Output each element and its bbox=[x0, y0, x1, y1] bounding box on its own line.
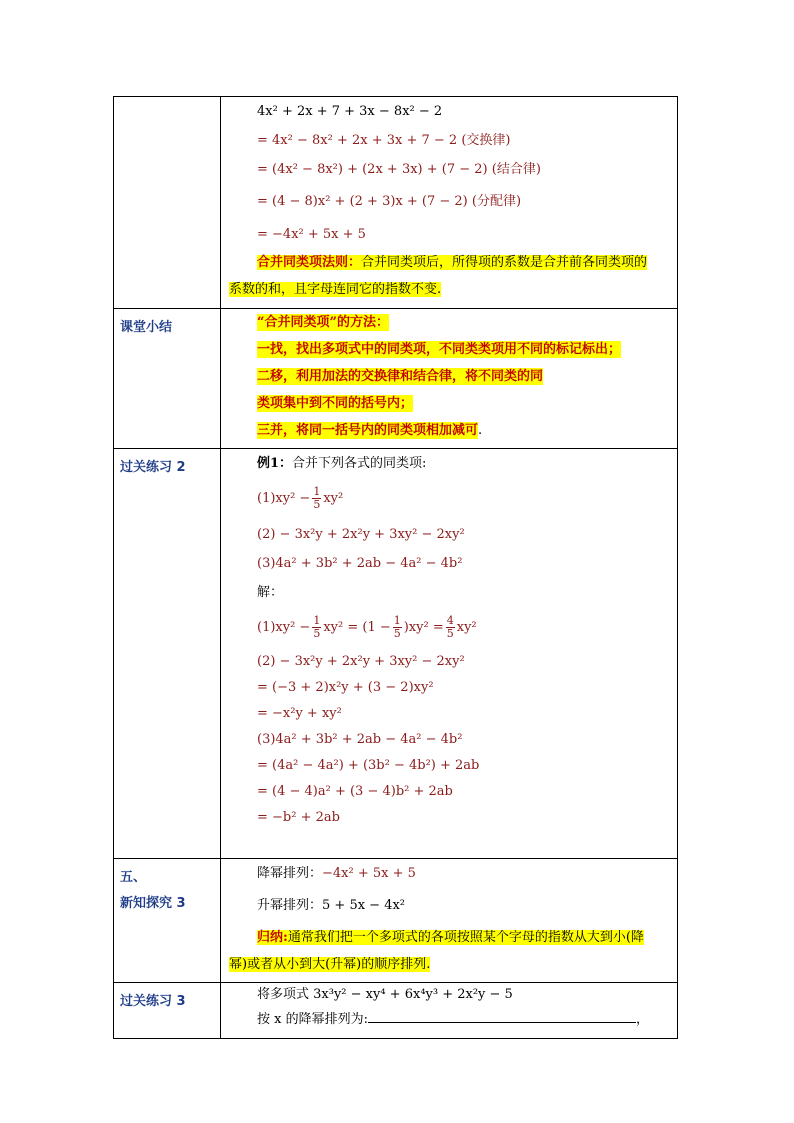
row-label-summary: 课堂小结 bbox=[114, 309, 221, 449]
row-body-summary bbox=[221, 309, 678, 449]
solution-label: 解： bbox=[257, 585, 284, 600]
question-3: (3)4a² + 3b² + 2ab − 4a² − 4b² bbox=[257, 556, 463, 571]
solution-3-step-2: = (4 − 4)a² + (3 − 4)b² + 2ab bbox=[257, 784, 453, 799]
solution-3-step-0: (3)4a² + 3b² + 2ab − 4a² − 4b² bbox=[257, 732, 463, 747]
derivation-step-2: = (4x² − 8x²) + (2x + 3x) + (7 − 2) (结合律) bbox=[257, 162, 541, 177]
answer-blank[interactable] bbox=[368, 1008, 636, 1023]
row-label-empty bbox=[114, 97, 221, 309]
solution-2-step-1: = (−3 + 2)x²y + (3 − 2)xy² bbox=[257, 680, 434, 695]
row-body-practice3 bbox=[221, 983, 678, 1039]
derivation-step-0: 4x² + 2x + 7 + 3x − 8x² − 2 bbox=[257, 104, 443, 119]
table-row-practice2 bbox=[114, 449, 678, 859]
row-label-practice3: 过关练习 3 bbox=[114, 983, 221, 1039]
summary-line-0: “合并同类项”的方法： bbox=[257, 315, 389, 330]
row-label-practice2: 过关练习 2 bbox=[114, 449, 221, 859]
solution-2-step-0: (2) − 3x²y + 2x²y + 3xy² − 2xy² bbox=[257, 654, 465, 669]
rule-text-1: 合并同类项后，所得项的系数是合并前各同类项的 bbox=[361, 255, 648, 270]
summary-line-2: 二移，利用加法的交换律和结合律，将不同类的同 bbox=[257, 369, 544, 384]
row-body-derivation bbox=[221, 97, 678, 309]
table-row-explore3 bbox=[114, 859, 678, 983]
question-1: (1)xy² − $\frac{1}{5}$ xy² bbox=[257, 485, 344, 511]
rule-title: 合并同类项法则： bbox=[257, 255, 362, 270]
solution-1: (1)xy² − $\frac{1}{5}$ xy² = (1 − $\frac{1}{5}$ )xy² = $\frac{4}{5}$ xy² bbox=[257, 614, 477, 640]
ascending-order: 升幂排列：5 + 5x − 4x² bbox=[257, 898, 406, 913]
exercise-line-2: 按 x 的降幂排列为: ， bbox=[229, 1007, 671, 1033]
derivation-step-4: = −4x² + 5x + 5 bbox=[257, 227, 366, 242]
solution-3-step-3: = −b² + 2ab bbox=[257, 810, 340, 825]
summary-line-4: 三并，将同一括号内的同类项相加减可. bbox=[257, 423, 483, 438]
solution-3-step-1: = (4a² − 4a²) + (3b² − 4b²) + 2ab bbox=[257, 758, 480, 773]
table-row-practice3 bbox=[114, 983, 678, 1039]
summary-line-3: 类项集中到不同的括号内； bbox=[257, 396, 414, 411]
derivation-step-1: = 4x² − 8x² + 2x + 3x + 7 − 2 (交换律) bbox=[257, 133, 511, 148]
question-2: (2) − 3x²y + 2x²y + 3xy² − 2xy² bbox=[257, 527, 465, 542]
row-label-explore3: 五、 新知探究 3 bbox=[114, 859, 221, 983]
solution-2-step-2: = −x²y + xy² bbox=[257, 706, 342, 721]
combine-rule bbox=[229, 249, 671, 303]
row-body-explore3 bbox=[221, 859, 678, 983]
exercise-line-1: 将多项式 3x³y² − xy⁴ + 6x⁴y³ + 2x²y − 5 bbox=[257, 987, 513, 1002]
rule-text-2: 系数的和，且字母连同它的指数不变. bbox=[229, 282, 442, 297]
row-body-practice2 bbox=[221, 449, 678, 859]
table-row-summary bbox=[114, 309, 678, 449]
lesson-table bbox=[113, 96, 678, 1039]
order-note: 归纳:通常我们把一个多项式的各项按照某个字母的指数从大到小(降 幂)或者从小到大(升幂)的顺序排列. bbox=[229, 930, 644, 972]
table-row-derivation bbox=[114, 97, 678, 309]
example-heading: 例1：合并下列各式的同类项: bbox=[257, 456, 427, 471]
descending-order: 降幂排列：−4x² + 5x + 5 bbox=[257, 866, 416, 881]
derivation-step-3: = (4 − 8)x² + (2 + 3)x + (7 − 2) (分配律) bbox=[257, 194, 522, 209]
summary-line-1: 一找，找出多项式中的同类项，不同类类项用不同的标记标出； bbox=[257, 342, 622, 357]
